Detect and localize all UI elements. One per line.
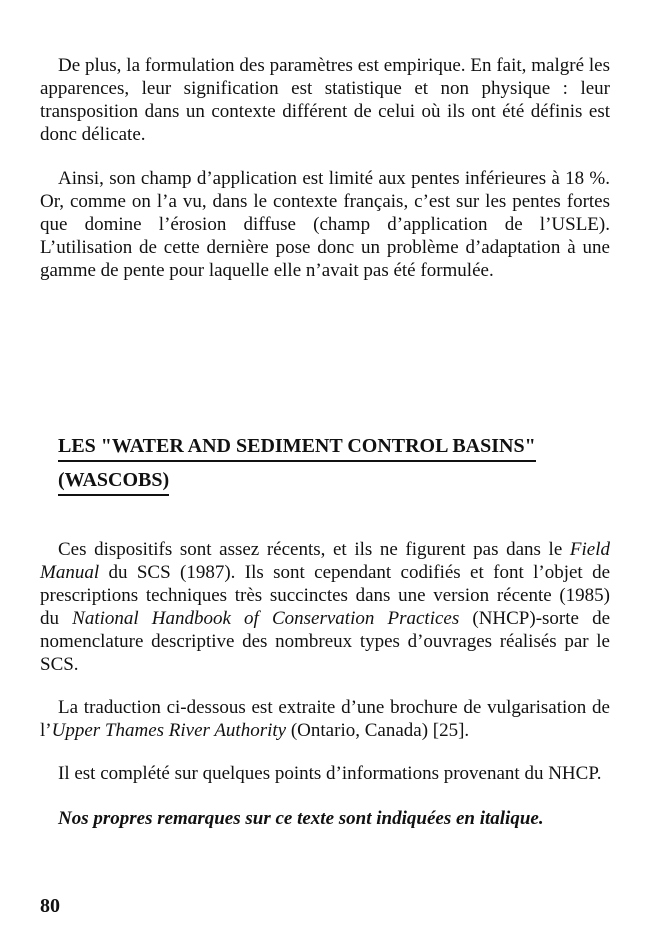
paragraph-nhcp-complement: Il est complété sur quelques points d’informations provenant du NHCP. [58,763,602,784]
paragraph-formulation: De plus, la formulation des paramètres est empirique. En fait, malgré les apparences, leur signification est statistique et non physique : leur transposition dans un contexte différent de celui où ils ont été définis est donc délicate. [40,55,610,145]
paragraph-application-field: Ainsi, son champ d’application est limité aux pentes inférieures à 18 %. Or, comme on l’a vu, dans le contexte français, c’est sur les pentes fortes que domine l’érosion diffuse (champ d’application de l’USLE). L’utilisation de cette dernière pose donc un problème d’adaptation à une gamme de pente pour laquelle elle n’avait pas été formulée. [40,168,610,281]
section-heading-line1: LES "WATER AND SEDIMENT CONTROL BASINS" [58,432,536,462]
section-heading [58,432,598,496]
top-text-block [40,54,610,282]
paragraph-italic-note: Nos propres remarques sur ce texte sont indiquées en italique. [58,808,544,829]
page-number: 80 [40,895,60,917]
wascobs-text-block [40,538,610,830]
paragraph-wascobs-intro: Ces dispositifs sont assez récents, et ils ne figurent pas dans le Field Manual du SCS (1987). Ils sont cependant codifiés et font l’objet de prescriptions techniques très succinctes dans une version récente (1985) du National Handbook of Conservation Practices (NHCP)-sorte de nomenclature descriptive des nombreux types d’ouvrages réalisés par le SCS. [40,539,611,675]
paragraph-translation-source: La traduction ci-dessous est extraite d’une brochure de vulgarisation de l’Upper Thames River Authority (Ontario, Canada) [25]. [40,697,610,741]
section-heading-line2: (WASCOBS) [58,466,169,496]
